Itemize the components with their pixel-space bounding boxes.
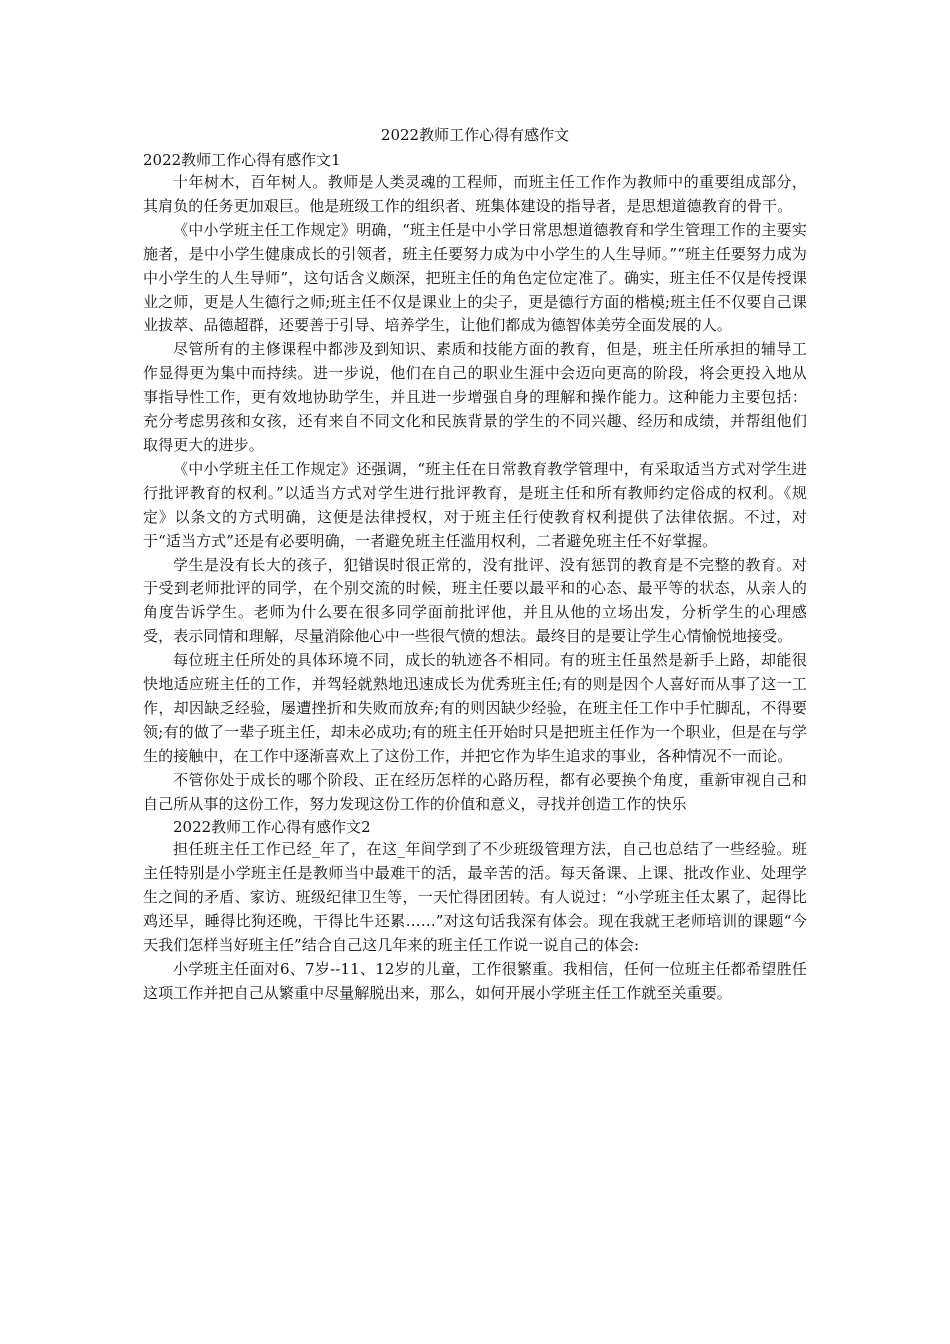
section-1 [143, 149, 807, 816]
section-2 [143, 816, 807, 1005]
section-heading: 2022教师工作心得有感作文2 [173, 818, 371, 837]
paragraph: 每位班主任所处的具体环境不同，成长的轨迹各不相同。有的班主任虽然是新手上路，却能很快地适应班主任的工作，并驾轻就熟地迅速成长为优秀班主任;有的则是因个人喜好而从事了这一工作，却因缺乏经验，屡遭挫折和失败而放弃;有的则因缺少经验，在班主任工作中手忙脚乱，不得要领;有的做了一辈子班主任，却未必成功;有的班主任开始时只是把班主任作为一个职业，但是在与学生的接触中，在工作中逐渐喜欢上了这份工作，并把它作为毕生追求的事业，各种情况不一而论。 [143, 651, 807, 765]
section-heading: 2022教师工作心得有感作文1 [143, 151, 341, 169]
paragraph: 十年树木，百年树人。教师是人类灵魂的工程师，而班主任工作作为教师中的重要组成部分，其肩负的任务更加艰巨。他是班级工作的组织者、班集体建设的指导者，是思想道德教育的骨干。 [143, 173, 807, 215]
paragraph: 担任班主任工作已经_年了，在这_年间学到了不少班级管理方法，自己也总结了一些经验。班主任特别是小学班主任是教师当中最难干的活，最辛苦的活。每天备课、上课、批改作业、处理学生之间的矛盾、家访、班级纪律卫生等，一天忙得团团转。有人说过：“小学班主任太累了，起得比鸡还早，睡得比狗还晚，干得比牛还累……”对这句话我深有体会。现在我就王老师培训的课题“今天我们怎样当好班主任”结合自己这几年来的班主任工作说一说自己的体会: [143, 840, 807, 955]
document-page [143, 124, 807, 1006]
paragraph: 尽管所有的主修课程中都涉及到知识、素质和技能方面的教育，但是，班主任所承担的辅导工作显得更为集中而持续。进一步说，他们在自己的职业生涯中会迈向更高的阶段，将会更投入地从事指导性工作，更有效地协助学生，并且进一步增强自身的理解和操作能力。这种能力主要包括：充分考虑男孩和女孩，还有来自不同文化和民族背景的学生的不同兴趣、经历和成绩，并帮组他们取得更大的进步。 [143, 340, 807, 454]
paragraph: 《中小学班主任工作规定》还强调，“班主任在日常教育教学管理中，有采取适当方式对学生进行批评教育的权利。”以适当方式对学生进行批评教育，是班主任和所有教师约定俗成的权利。《规定》以条文的方式明确，这便是法律授权，对于班主任行使教育权利提供了法律依据。不过，对于“适当方式”还是有必要明确，一者避免班主任滥用权利，二者避免班主任不好掌握。 [143, 459, 807, 550]
paragraph: 不管你处于成长的哪个阶段、正在经历怎样的心路历程，都有必要换个角度，重新审视自己和自己所从事的这份工作，努力发现这份工作的价值和意义，寻找并创造工作的快乐 [143, 770, 807, 813]
paragraph: 《中小学班主任工作规定》明确，“班主任是中小学日常思想道德教育和学生管理工作的主要实施者，是中小学生健康成长的引领者，班主任要努力成为中小学生的人生导师。”“班主任要努力成为中小学生的人生导师”，这句话含义颇深，把班主任的角色定位定准了。确实，班主任不仅是传授课业之师，更是人生德行之师;班主任不仅是课业上的尖子，更是德行方面的楷模;班主任不仅要自己课业拔萃、品德超群，还要善于引导、培养学生，让他们都成为德智体美劳全面发展的人。 [143, 220, 807, 335]
paragraph: 小学班主任面对6、7岁--11、12岁的儿童，工作很繁重。我相信，任何一位班主任都希望胜任这项工作并把自己从繁重中尽量解脱出来，那么，如何开展小学班主任工作就至关重要。 [143, 960, 807, 1002]
paragraph: 学生是没有长大的孩子，犯错误时很正常的，没有批评、没有惩罚的教育是不完整的教育。对于受到老师批评的同学，在个别交流的时候，班主任要以最平和的心态、最平等的状态，从亲人的角度告诉学生。老师为什么要在很多同学面前批评他，并且从他的立场出发，分析学生的心理感受，表示同情和理解，尽量消除他心中一些很气愤的想法。最终目的是要让学生心情愉悦地接受。 [143, 555, 807, 646]
document-title: 2022教师工作心得有感作文 [380, 126, 570, 144]
